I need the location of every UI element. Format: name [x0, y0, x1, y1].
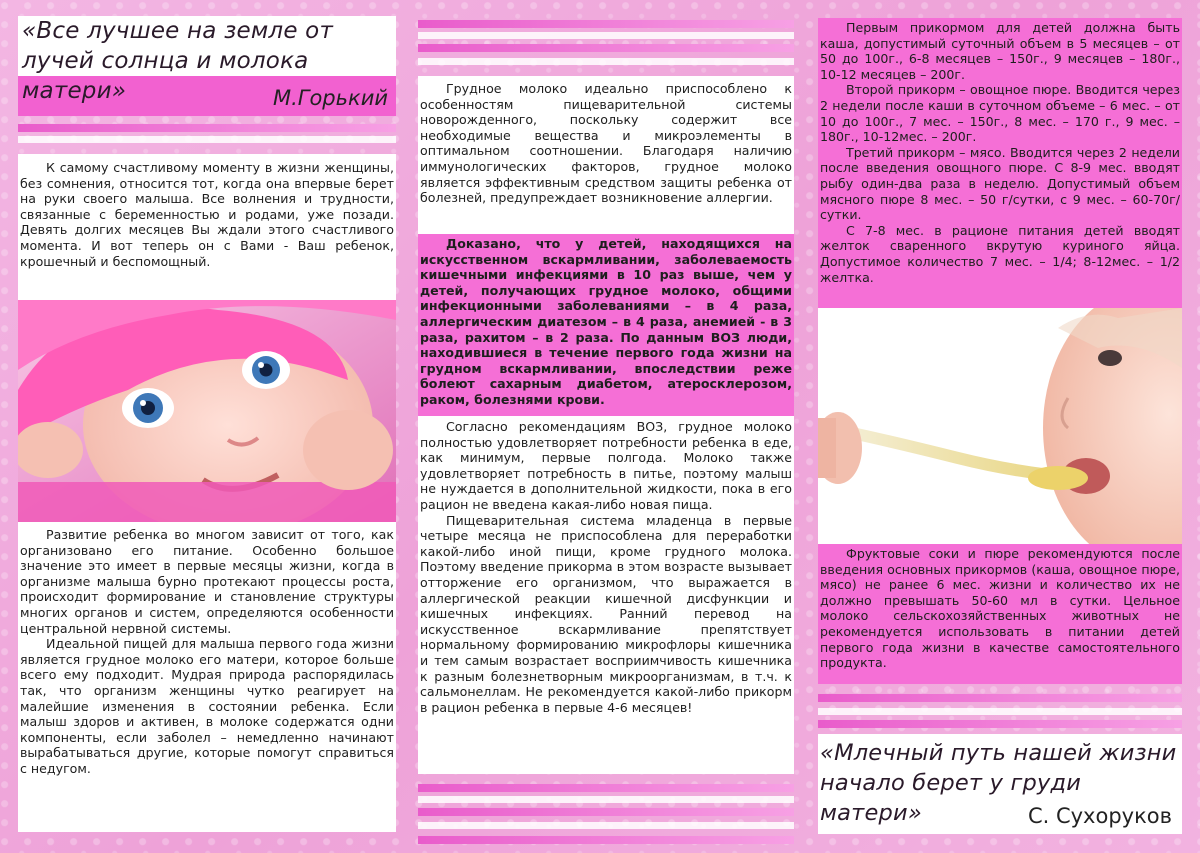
divider-stripe	[18, 136, 396, 143]
body-text	[420, 419, 792, 715]
quote-text: «Млечный путь нашей жизни начало берет у груди матери»	[820, 740, 1177, 826]
paragraph: Первым прикормом для детей должна быть каша, допустимый суточный объем в 5 месяцев – от 50 до 100г., 6-8 месяцев – 150г., 9 месяцев – 180г., 10-12 месяцев – 200г.	[820, 20, 1180, 82]
paragraph: К самому счастливому моменту в жизни женщины, без сомнения, относится тот, когда она впервые берет на руки своего малыша. Все волнения и трудности, связанные с беременностью и родами, уже позади. Девять долгих месяцев Вы ждали этого счастливого момента. И вот теперь он с Вами - Ваш ребенок, крошечный и беспомощный.	[20, 160, 394, 269]
paragraph: Грудное молоко идеально приспособлено к особенностям пищеварительной системы новорожденного, поскольку содержит все необходимые вещества и микроэлементы в оптимальном соотношении. Благодаря наличию иммунологических факторов, грудное молоко является эффективным средством защиты ребенка от болезней, предупреждает возникновение аллергии.	[420, 81, 792, 206]
divider-stripe	[18, 124, 396, 132]
paragraph: Развитие ребенка во многом зависит от того, как организовано его питание. Особенно большое значение это имеет в первые месяцы жизни, когда в организме малыша бурно протекают процессы роста, происходит формирование и становление структуры многих органов и систем, определяются особенности центральной нервной системы.	[20, 527, 394, 636]
body-text	[20, 527, 394, 777]
baby-pink-hat-image	[18, 300, 396, 522]
highlight-text	[420, 236, 792, 408]
paragraph: Фруктовые соки и пюре рекомендуются после введения основных прикормов (каша, овощное пюре, мясо) не ранее 6 мес. жизни и количество их не должно превышать 50-60 мл в сутки. Цельное молоко сельскохозяйственных животных не рекомендуется использовать в питании детей первого года жизни в качестве самостоятельного продукта.	[820, 546, 1180, 671]
column-right	[818, 0, 1182, 853]
paragraph: С 7-8 мес. в рационе питания детей вводят желток сваренного вкрутую куриного яйца. Допустимое количество 7 мес. – 1/4; 8-12мес. – 1/2 желтка.	[820, 222, 1180, 285]
column-middle	[418, 0, 794, 853]
baby-spoon-photo	[818, 308, 1182, 544]
divider-stripe	[418, 20, 794, 28]
paragraph: Второй прикорм – овощное пюре. Вводится через 2 недели после каши в суточном объеме – 6 мес. – от 10 до 100г., 7 мес. – 150г., 8 мес. – 170 г., 9 мес. – 180г., 10-12мес. – 200г.	[820, 82, 1180, 145]
divider-stripe	[418, 32, 794, 39]
divider-stripe	[818, 694, 1182, 702]
paragraph: Согласно рекомендациям ВОЗ, грудное молоко полностью удовлетворяет потребности ребенка в еде, как минимум, первые полгода. Молоко также удовлетворяет потребность в питье, поэтому малыш не нуждается в дополнительной жидкости, пока в его рацион не введена какая-либо новая пища.	[420, 419, 792, 512]
divider-stripe	[418, 44, 794, 52]
divider-stripe	[818, 720, 1182, 728]
paragraph: Третий прикорм – мясо. Вводится через 2 недели после введения овощного пюре. С 8-9 мес. вводят рыбу один-два раза в неделю. Допустимый объем мясного пюре 8 мес. – 50 г/сутки, с 9 мес. – 60-70г/сутки.	[820, 144, 1180, 223]
divider-stripe	[418, 836, 794, 844]
paragraph: Доказано, что у детей, находящихся на искусственном вскармливании, заболеваемость кишечными инфекциями в 10 раз выше, чем у детей, получающих грудное молоко, общими инфекционными заболеваниями – в 4 раза, аллергическим диатезом – в 4 раза, анемией - в 3 раза, рахитом – в 2 раза. По данным ВОЗ люди, находившиеся в течение первого года жизни на грудном вскармливании, впоследствии реже болеют сахарным диабетом, атеросклерозом, раком, болезнями крови.	[420, 236, 792, 407]
intro-text	[20, 160, 394, 269]
intro-text	[420, 81, 792, 206]
quote-author: М.Горький	[272, 86, 388, 110]
feeding-text	[820, 20, 1180, 285]
divider-stripe	[418, 784, 794, 792]
paragraph: Идеальной пищей для малыша первого года жизни является грудное молоко его матери, которое больше всего ему подходит. Мудрая природа распорядилась так, что организм женщины чутко реагирует на малейшие изменения в состоянии ребенка. Если малыш здоров и активен, в молоке содержатся одни компоненты, если заболел – немедленно начинают вырабатываться другие, которые помогут справиться с недугом.	[20, 636, 394, 776]
column-left	[18, 0, 396, 853]
baby-photo	[18, 300, 396, 522]
divider-stripe	[418, 822, 794, 829]
juice-text	[820, 546, 1180, 671]
divider-stripe	[418, 58, 794, 65]
quote-text: «Все лучшее на земле от лучей солнца и молока матери»	[22, 18, 334, 104]
baby-eating-image	[818, 308, 1182, 544]
quote-author: С. Сухоруков	[1027, 804, 1172, 828]
paragraph: Пищеварительная система младенца в первые четыре месяца не приспособлена для переработки какой-либо иной пищи, кроме грудного молока. Поэтому введение прикорма в этом возрасте вызывает отторжение его организмом, что выражается в аллергической реакции кишечной дисфункции и кишечных инфекциях. Ранний перевод на искусственное вскармливание препятствует нормальному формированию микрофлоры кишечника и тем самым возрастает восприимчивость кишечника к разным болезнетворным микроорганизмам, в т.ч. к сальмонеллам. Не рекомендуется какой-либо прикорм в рацион ребенка в первые 4-6 месяцев!	[420, 512, 792, 715]
divider-stripe	[418, 796, 794, 803]
divider-stripe	[818, 708, 1182, 715]
divider-stripe	[418, 808, 794, 816]
